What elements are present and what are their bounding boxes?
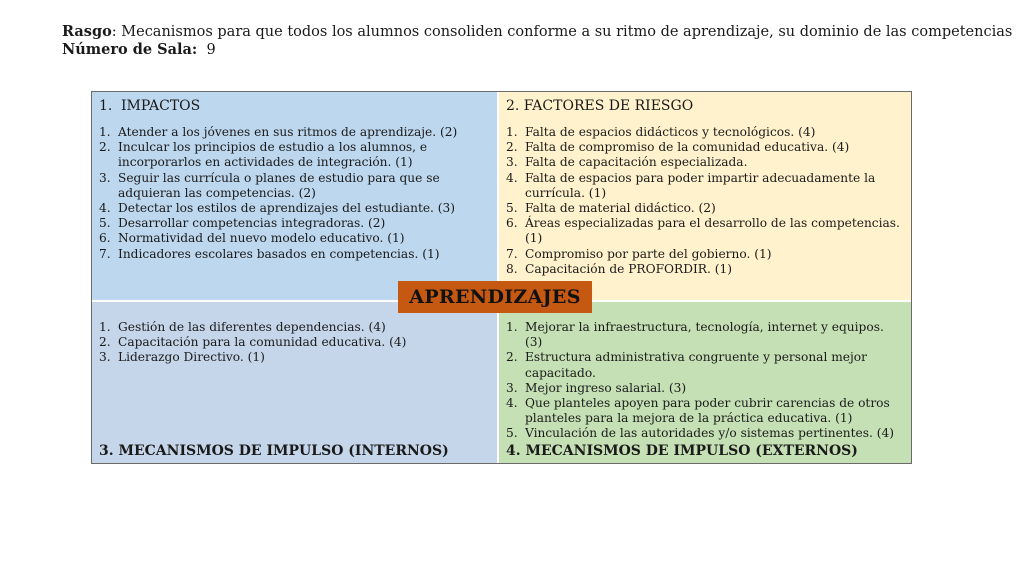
riesgo-title: 2. FACTORES DE RIESGO	[506, 98, 694, 114]
quadrant-grid	[91, 91, 912, 464]
sala-label: Número de Sala:	[62, 41, 198, 58]
internos-title: 3. MECANISMOS DE IMPULSO (INTERNOS)	[99, 443, 449, 459]
item-number: 2.	[99, 140, 111, 155]
item-number: 4.	[506, 396, 518, 411]
list-item	[506, 247, 903, 262]
list-item	[506, 171, 903, 201]
item-text: Inculcar los principios de estudio a los alumnos, e incorporarlos en actividades de integración. (1)	[118, 140, 428, 170]
internos-list	[99, 320, 489, 366]
item-text: Detectar los estilos de aprendizajes del estudiante. (3)	[118, 201, 456, 216]
item-text: Seguir las currícula o planes de estudio para que se adquieran las competencias. (2)	[118, 170, 440, 200]
list-item	[99, 125, 489, 140]
sala-line	[62, 41, 1012, 59]
quadrant-impactos	[92, 92, 499, 302]
rasgo-label: Rasgo	[62, 23, 112, 40]
item-text: Mejorar la infraestructura, tecnología, internet y equipos. (3)	[525, 320, 884, 350]
item-number: 5.	[506, 426, 518, 441]
item-number: 3.	[99, 170, 111, 185]
item-number: 2.	[506, 140, 518, 155]
item-text: Estructura administrativa congruente y personal mejor capacitado.	[525, 350, 867, 380]
externos-title: 4. MECANISMOS DE IMPULSO (EXTERNOS)	[506, 443, 858, 459]
item-text: Compromiso por parte del gobierno. (1)	[525, 246, 772, 261]
item-number: 6.	[506, 216, 518, 231]
item-number: 6.	[99, 231, 111, 246]
list-item	[99, 216, 489, 231]
item-text: Capacitación de PROFORDIR. (1)	[525, 261, 732, 276]
item-text: Gestión de las diferentes dependencias. (4)	[118, 320, 386, 334]
item-text: Que planteles apoyen para poder cubrir carencias de otros planteles para la mejora de la práctica educativa. (1)	[525, 396, 890, 426]
list-item	[506, 262, 903, 277]
item-text: Indicadores escolares basados en competencias. (1)	[118, 246, 440, 261]
impactos-list	[99, 125, 489, 262]
item-text: Capacitación para la comunidad educativa. (4)	[118, 335, 407, 350]
impactos-title: 1. IMPACTOS	[99, 98, 201, 114]
item-text: Atender a los jóvenes en sus ritmos de aprendizaje. (2)	[118, 125, 458, 139]
item-number: 2.	[506, 350, 518, 365]
list-item	[506, 350, 903, 380]
item-number: 5.	[99, 216, 111, 231]
item-number: 7.	[506, 246, 518, 261]
list-item	[506, 125, 903, 140]
item-number: 4.	[506, 170, 518, 185]
list-item	[99, 171, 489, 201]
item-number: 8.	[506, 261, 518, 276]
list-item	[99, 350, 489, 365]
list-item	[506, 155, 903, 170]
center-label-aprendizajes: APRENDIZAJES	[398, 281, 592, 313]
item-text: Falta de compromiso de la comunidad educativa. (4)	[525, 140, 850, 155]
item-number: 2.	[99, 335, 111, 350]
rasgo-line	[62, 23, 1012, 41]
externos-list	[506, 320, 903, 442]
item-number: 3.	[99, 350, 111, 365]
page-header	[62, 23, 1012, 59]
item-number: 3.	[506, 380, 518, 395]
list-item	[506, 381, 903, 396]
list-item	[99, 320, 489, 335]
quadrant-factores-riesgo	[499, 92, 911, 302]
item-number: 7.	[99, 246, 111, 261]
item-text: Vinculación de las autoridades y/o sistemas pertinentes. (4)	[525, 426, 895, 441]
item-text: Áreas especializadas para el desarrollo de las competencias. (1)	[525, 216, 900, 246]
list-item	[99, 247, 489, 262]
item-text: Falta de espacios para poder impartir adecuadamente la currícula. (1)	[525, 170, 876, 200]
item-text: Liderazgo Directivo. (1)	[118, 350, 265, 365]
item-text: Desarrollar competencias integradoras. (2)	[118, 216, 386, 231]
item-number: 1.	[506, 125, 518, 139]
list-item	[506, 396, 903, 426]
list-item	[506, 201, 903, 216]
list-item	[506, 320, 903, 350]
item-text: Falta de espacios didácticos y tecnológicos. (4)	[525, 125, 816, 139]
quadrant-impulso-externos	[499, 302, 911, 463]
item-text: Normatividad del nuevo modelo educativo. (1)	[118, 231, 405, 246]
item-number: 3.	[506, 155, 518, 170]
list-item	[99, 201, 489, 216]
item-number: 1.	[99, 125, 111, 139]
item-text: Falta de capacitación especializada.	[525, 155, 748, 170]
sala-value: 9	[206, 42, 216, 58]
list-item	[99, 140, 489, 170]
item-number: 5.	[506, 201, 518, 216]
rasgo-text: : Mecanismos para que todos los alumnos consoliden conforme a su ritmo de aprendizaje, su dominio de las competencias	[111, 24, 1013, 40]
quadrant-impulso-internos	[92, 302, 499, 463]
list-item	[99, 335, 489, 350]
item-number: 1.	[506, 320, 518, 334]
item-text: Mejor ingreso salarial. (3)	[525, 380, 687, 395]
item-text: Falta de material didáctico. (2)	[525, 201, 716, 216]
list-item	[506, 140, 903, 155]
list-item	[506, 216, 903, 246]
riesgo-list	[506, 125, 903, 277]
item-number: 1.	[99, 320, 111, 334]
list-item	[99, 231, 489, 246]
list-item	[506, 426, 903, 441]
item-number: 4.	[99, 201, 111, 216]
